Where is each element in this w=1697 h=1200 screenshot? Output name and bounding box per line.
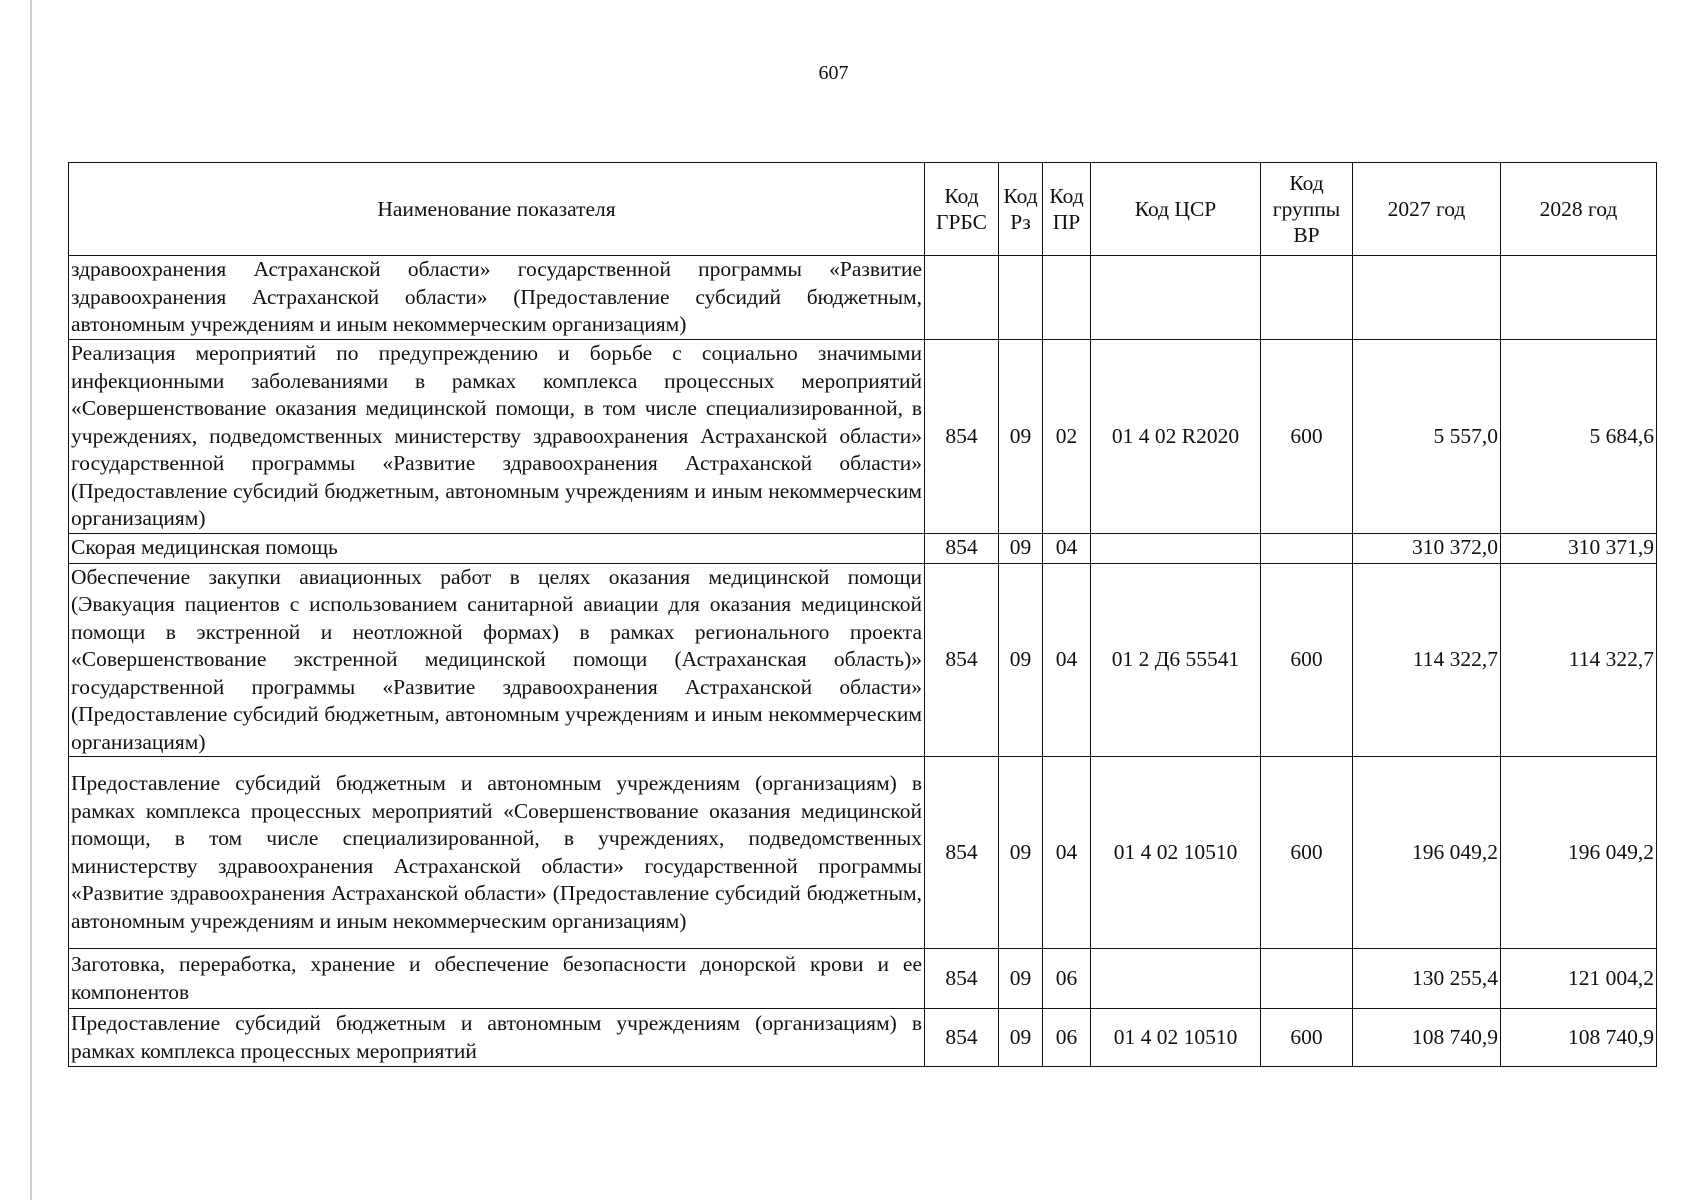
header-csr: Код ЦСР [1091,163,1261,256]
row-csr: 01 4 02 R2020 [1091,340,1261,534]
header-year-2027: 2027 год [1353,163,1501,256]
row-grbs [925,256,999,340]
row-rz: 09 [999,340,1043,534]
table-row [69,563,1657,757]
row-amount-2028: 121 004,2 [1501,949,1657,1009]
header-year-2028: 2028 год [1501,163,1657,256]
row-amount-2028: 196 049,2 [1501,757,1657,949]
header-vr: Код группы ВР [1261,163,1353,256]
row-amount-2027: 108 740,9 [1353,1009,1501,1067]
row-name: Скорая медицинская помощь [69,533,925,563]
row-pr: 04 [1043,757,1091,949]
row-csr [1091,949,1261,1009]
row-grbs: 854 [925,757,999,949]
row-amount-2027: 196 049,2 [1353,757,1501,949]
row-rz: 09 [999,949,1043,1009]
row-amount-2028: 108 740,9 [1501,1009,1657,1067]
row-pr: 02 [1043,340,1091,534]
row-grbs: 854 [925,949,999,1009]
scan-edge-line [30,0,32,1200]
row-rz [999,256,1043,340]
table-header-row [69,163,1657,256]
row-vr: 600 [1261,757,1353,949]
row-grbs: 854 [925,1009,999,1067]
row-grbs: 854 [925,563,999,757]
row-amount-2027: 130 255,4 [1353,949,1501,1009]
row-csr: 01 4 02 10510 [1091,757,1261,949]
row-name: здравоохранения Астраханской области» государственной программы «Развитие здравоохранения Астраханской области» (Предоставление субсидий бюджетным, автономным учреждениям и иным некоммерческим организациям) [69,256,925,340]
row-name: Предоставление субсидий бюджетным и автономным учреждениям (организациям) в рамках комплекса процессных мероприятий [69,1009,925,1067]
row-grbs: 854 [925,533,999,563]
table-row [69,949,1657,1009]
row-vr [1261,949,1353,1009]
row-vr: 600 [1261,340,1353,534]
table-row [69,256,1657,340]
table-row [69,533,1657,563]
row-rz: 09 [999,1009,1043,1067]
row-grbs: 854 [925,340,999,534]
row-vr: 600 [1261,1009,1353,1067]
row-pr: 06 [1043,1009,1091,1067]
row-amount-2027: 114 322,7 [1353,563,1501,757]
row-name: Обеспечение закупки авиационных работ в целях оказания медицинской помощи (Эвакуация пациентов с использованием санитарной авиации для оказания медицинской помощи в экстренной и неотложной формах) в рамках регионального проекта «Совершенствование экстренной медицинской помощи (Астраханская область)» государственной программы «Развитие здравоохранения Астраханской области» (Предоставление субсидий бюджетным, автономным учреждениям и иным некоммерческим организациям) [69,563,925,757]
row-name: Реализация мероприятий по предупреждению и борьбе с социально значимыми инфекционными заболеваниями в рамках комплекса процессных мероприятий «Совершенствование оказания медицинской помощи, в том числе специализированной, в учреждениях, подведомственных министерству здравоохранения Астраханской области» государственной программы «Развитие здравоохранения Астраханской области» (Предоставление субсидий бюджетным, автономным учреждениям и иным некоммерческим организациям) [69,340,925,534]
row-rz: 09 [999,533,1043,563]
row-amount-2028: 310 371,9 [1501,533,1657,563]
row-vr [1261,256,1353,340]
row-amount-2027 [1353,256,1501,340]
page-number: 607 [818,62,849,84]
table-row [69,757,1657,949]
row-csr [1091,256,1261,340]
row-csr [1091,533,1261,563]
row-amount-2027: 310 372,0 [1353,533,1501,563]
table-row [69,1009,1657,1067]
header-name: Наименование показателя [69,163,925,256]
row-amount-2028: 5 684,6 [1501,340,1657,534]
row-pr: 06 [1043,949,1091,1009]
row-vr [1261,533,1353,563]
row-csr: 01 4 02 10510 [1091,1009,1261,1067]
row-pr: 04 [1043,563,1091,757]
header-rz: Код Рз [999,163,1043,256]
header-pr: Код ПР [1043,163,1091,256]
row-rz: 09 [999,757,1043,949]
row-csr: 01 2 Д6 55541 [1091,563,1261,757]
row-rz: 09 [999,563,1043,757]
row-name: Заготовка, переработка, хранение и обеспечение безопасности донорской крови и ее компонентов [69,949,925,1009]
row-amount-2028 [1501,256,1657,340]
header-grbs: Код ГРБС [925,163,999,256]
row-amount-2027: 5 557,0 [1353,340,1501,534]
row-name: Предоставление субсидий бюджетным и автономным учреждениям (организациям) в рамках комплекса процессных мероприятий «Совершенствование оказания медицинской помощи, в том числе специализированной, в учреждениях, подведомственных министерству здравоохранения Астраханской области» государственной программы «Развитие здравоохранения Астраханской области» (Предоставление субсидий бюджетным, автономным учреждениям и иным некоммерческим организациям) [69,757,925,949]
row-pr: 04 [1043,533,1091,563]
row-amount-2028: 114 322,7 [1501,563,1657,757]
table-row [69,340,1657,534]
row-vr: 600 [1261,563,1353,757]
row-pr [1043,256,1091,340]
budget-table [68,162,1657,1067]
